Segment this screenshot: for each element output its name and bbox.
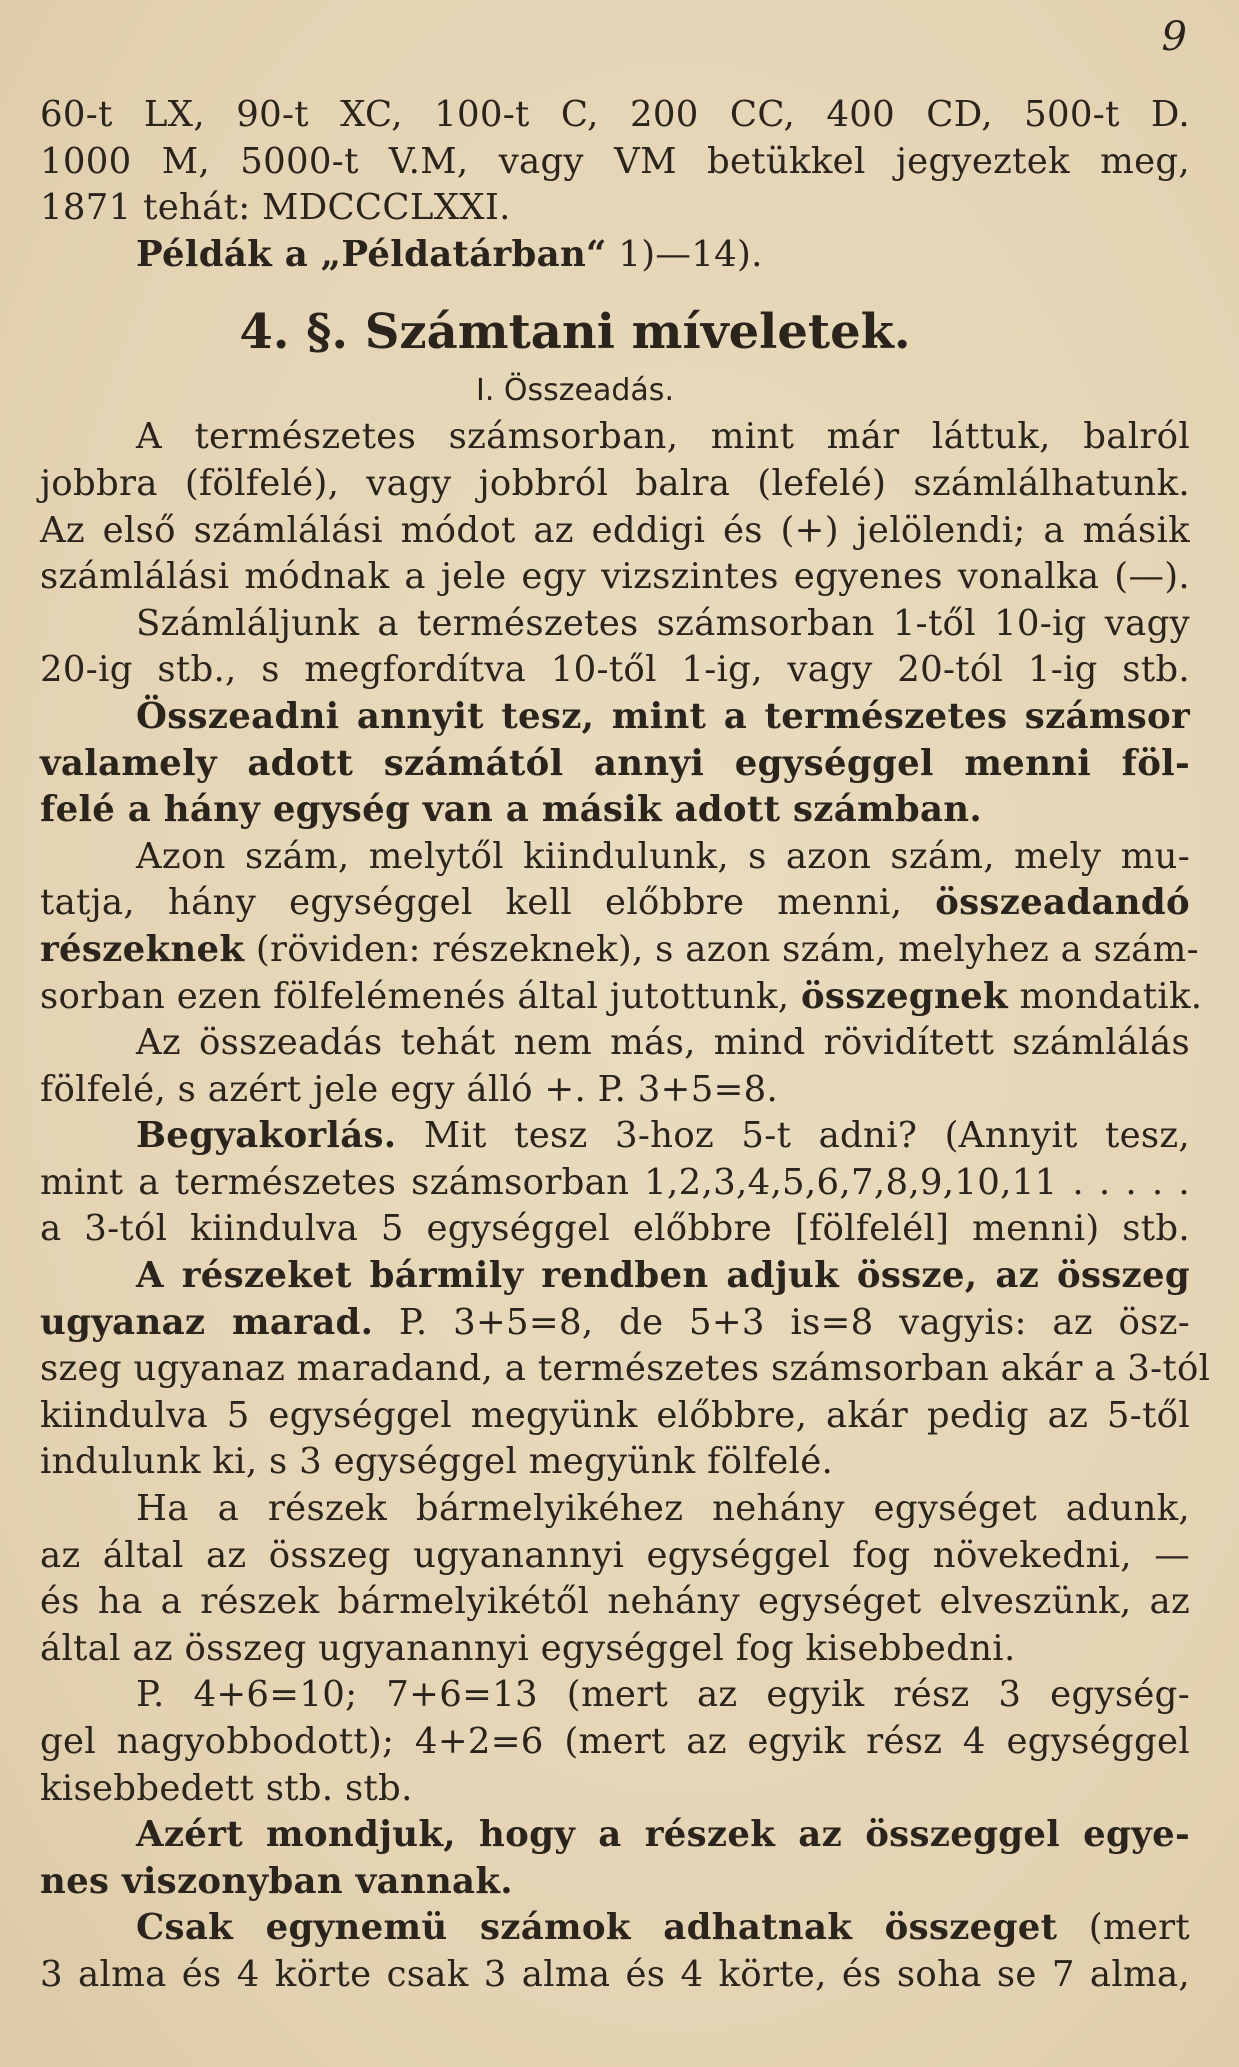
bold-text: valamely adott számától annyi egységgel menni föl-: [40, 742, 1190, 784]
text-line: [40, 834, 1190, 881]
text-line: [40, 1067, 1190, 1114]
text-line: [40, 647, 1190, 694]
bold-text: Összeadni annyit tesz, mint a természetes számsor: [136, 695, 1190, 737]
text-line: [40, 1300, 1190, 1347]
text-span: indulunk ki, s 3 egységgel megyünk fölfelé.: [40, 1441, 834, 1483]
section-subheading: I. Összeadás.: [476, 373, 674, 409]
text-span: mondatik.: [1007, 975, 1203, 1017]
text-line: [40, 1905, 1190, 1952]
text-span: Az összeadás tehát nem más, mind rövidített számlálás: [136, 1022, 1190, 1064]
bold-text: részeknek: [40, 928, 245, 970]
text-line: [40, 1533, 1190, 1580]
text-line: [40, 1393, 1190, 1440]
text-span: Mit tesz 3-hoz 5-t adni? (Annyit tesz,: [396, 1115, 1190, 1157]
text-line: [40, 1206, 1190, 1253]
bold-text: Csak egynemü számok adhatnak összeget: [136, 1907, 1058, 1949]
text-line: [40, 554, 1190, 601]
text-line: [40, 92, 1190, 139]
text-span: a 3-tól kiindulva 5 egységgel előbbre [fölfelél] menni) stb.: [40, 1208, 1190, 1250]
text-line: [40, 414, 1190, 461]
text-line: [40, 1766, 1190, 1813]
text-span: P. 4+6=10; 7+6=13 (mert az egyik rész 3 egység-: [136, 1674, 1190, 1716]
text-span: tatja, hány egységgel kell előbbre menni,: [40, 882, 936, 924]
text-line: [40, 1626, 1190, 1673]
text-line: [40, 880, 1190, 927]
text-line: [40, 1579, 1190, 1626]
text-line: [40, 508, 1190, 555]
text-span: fölfelé, s azért jele egy álló +. P. 3+5=8.: [40, 1068, 779, 1110]
text-line: [40, 1952, 1190, 1999]
bold-text: nes viszonyban vannak.: [40, 1860, 513, 1902]
text-span: 3 alma és 4 körte csak 3 alma és 4 körte, és soha se 7 alma,: [40, 1953, 1190, 1995]
text-span: Azon szám, melytől kiindulunk, s azon szám, mely mu-: [136, 835, 1190, 877]
text-line: [40, 1486, 1190, 1533]
bold-text: összeadandó: [935, 882, 1190, 924]
text-line: [40, 1253, 1190, 1300]
text-span: A természetes számsorban, mint már láttuk, balról: [136, 416, 1190, 458]
text-line: [40, 787, 1190, 834]
text-line: [40, 1439, 1190, 1486]
text-line: [40, 1113, 1190, 1160]
text-line: [40, 1812, 1190, 1859]
text-line: [40, 974, 1203, 1021]
text-span: sorban ezen fölfelémenés által jutottunk,: [40, 975, 801, 1017]
text-span: 20-ig stb., s megfordítva 10-től 1-ig, vagy 20-tól 1-ig stb.: [40, 649, 1190, 691]
bold-text: felé a hány egység van a másik adott számban.: [40, 789, 983, 831]
text-line: [40, 461, 1190, 508]
section-heading: 4. §. Számtani míveletek.: [239, 304, 911, 361]
text-span: Ha a részek bármelyikéhez nehány egységet adunk,: [136, 1488, 1190, 1530]
text-line: [40, 139, 1190, 186]
bold-text: Begyakorlás.: [136, 1115, 397, 1157]
text-span: által az összeg ugyanannyi egységgel fog kisebbedni.: [40, 1627, 1016, 1669]
bold-text: összegnek: [800, 975, 1008, 1017]
text-span: 60-t LX, 90-t XC, 100-t C, 200 CC, 400 CD, 500-t D.: [40, 94, 1190, 135]
text-span: kiindulva 5 egységgel megyünk előbbre, akár pedig az 5-től: [40, 1394, 1190, 1436]
text-span: Az első számlálási módot az eddigi és (+) jelölendi; a másik: [40, 509, 1190, 551]
text-span: az által az összeg ugyanannyi egységgel fog növekedni, —: [40, 1534, 1190, 1576]
text-line: [40, 1859, 1190, 1906]
bold-text: ugyanaz marad.: [40, 1301, 374, 1343]
text-line: [40, 741, 1190, 788]
text-span: (mert: [1057, 1907, 1190, 1949]
text-line: [40, 232, 1190, 279]
text-span: 1)—14).: [606, 233, 763, 275]
text-line: [40, 1160, 1190, 1207]
text-span: gel nagyobbodott); 4+2=6 (mert az egyik rész 4 egységgel: [40, 1721, 1190, 1762]
text-span: Számláljunk a természetes számsorban 1-től 10-ig vagy: [136, 602, 1190, 644]
text-line: [40, 1672, 1190, 1719]
text-span: 1000 M, 5000-t V.M, vagy VM betükkel jegyeztek meg,: [40, 140, 1190, 182]
text-span: és ha a részek bármelyikétől nehány egységet elveszünk, az: [40, 1581, 1190, 1623]
text-span: mint a természetes számsorban 1,2,3,4,5,6,7,8,9,10,11 . . . . .: [40, 1161, 1190, 1203]
text-line: [40, 1346, 1211, 1393]
text-span: szeg ugyanaz maradand, a természetes számsorban akár a 3-tól: [40, 1348, 1211, 1390]
text-line: [40, 1719, 1190, 1766]
text-span: (röviden: részeknek), s azon szám, melyhez a szám-: [244, 928, 1199, 970]
text-span: jobbra (fölfelé), vagy jobbról balra (lefelé) számlálhatunk.: [40, 462, 1190, 504]
text-span: kisebbedett stb. stb.: [40, 1767, 413, 1809]
bold-text: Azért mondjuk, hogy a részek az összeggel egye-: [136, 1814, 1190, 1856]
text-span: P. 3+5=8, de 5+3 is=8 vagyis: az ösz-: [373, 1301, 1190, 1343]
bold-text: Példák a „Példatárban“: [136, 233, 607, 275]
text-line: [40, 185, 1190, 232]
page-text: [40, 92, 1211, 1999]
text-span: 1871 tehát: MDCCCLXXI.: [40, 187, 511, 229]
bold-text: A részeket bármily rendben adjuk össze, az összeg: [136, 1255, 1190, 1297]
text-line: [40, 1020, 1190, 1067]
text-line: [40, 694, 1190, 741]
text-span: számlálási módnak a jele egy vizszintes egyenes vonalka (—).: [40, 556, 1190, 598]
page-number: 9: [1161, 14, 1187, 60]
text-line: [40, 601, 1190, 648]
text-line: [40, 927, 1199, 974]
